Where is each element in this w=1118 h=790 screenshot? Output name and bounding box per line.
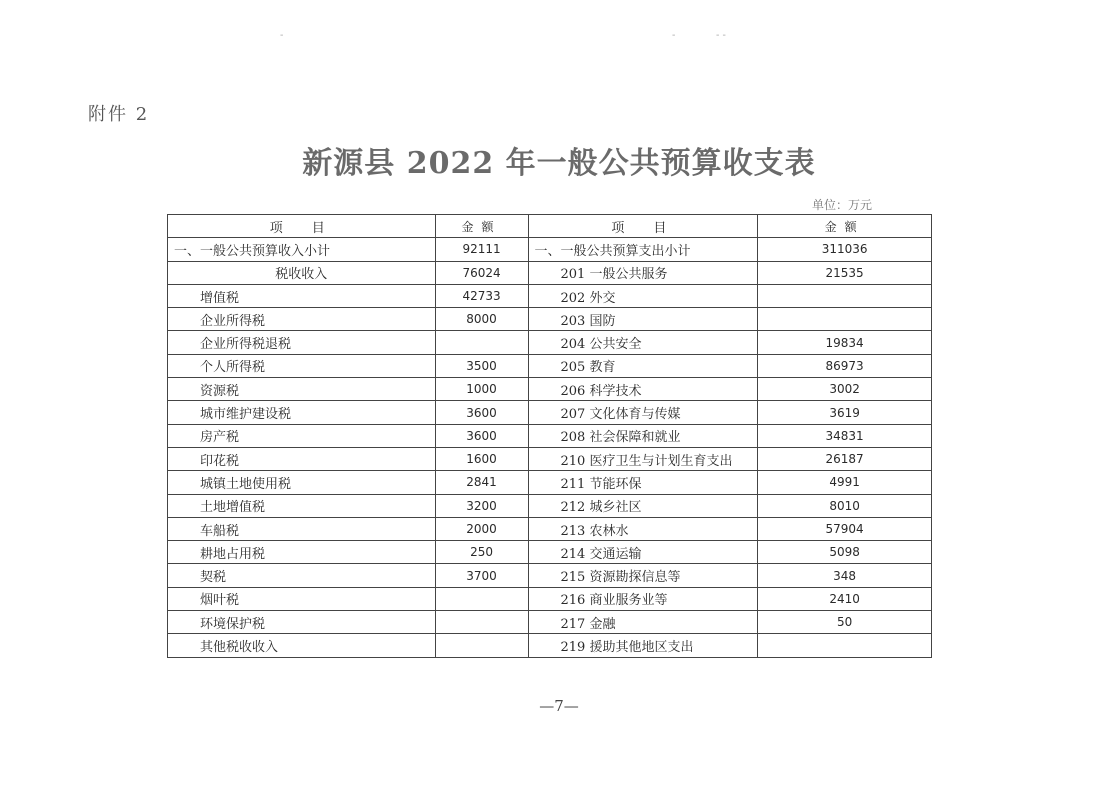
income-amount-cell: 1000 (435, 378, 528, 401)
income-item-cell: 企业所得税退税 (168, 331, 436, 354)
expense-amount-cell (758, 634, 932, 657)
expense-amount-cell: 26187 (758, 447, 932, 470)
expense-amount-cell: 21535 (758, 261, 932, 284)
expense-amount-cell: 5098 (758, 541, 932, 564)
expense-item-cell: 215 资源勘探信息等 (528, 564, 758, 587)
income-amount-cell (435, 331, 528, 354)
column-header-expense-amount: 金额 (758, 215, 932, 238)
income-item-cell: 企业所得税 (168, 308, 436, 331)
income-item-cell: 烟叶税 (168, 587, 436, 610)
table-row (168, 424, 932, 447)
column-header-income-amount: 金额 (435, 215, 528, 238)
expense-item-cell: 212 城乡社区 (528, 494, 758, 517)
income-item-cell: 耕地占用税 (168, 541, 436, 564)
table-row (168, 261, 932, 284)
scan-speck: - - (716, 30, 726, 41)
expense-amount-cell (758, 308, 932, 331)
income-item-cell: 环境保护税 (168, 611, 436, 634)
table-row (168, 378, 932, 401)
scan-speck: - (672, 30, 676, 41)
expense-item-cell: 217 金融 (528, 611, 758, 634)
expense-amount-cell (758, 284, 932, 307)
expense-item-cell: 204 公共安全 (528, 331, 758, 354)
income-amount-cell (435, 611, 528, 634)
table-row (168, 611, 932, 634)
budget-table (167, 214, 932, 658)
income-item-cell: 房产税 (168, 424, 436, 447)
expense-item-cell: 216 商业服务业等 (528, 587, 758, 610)
income-amount-cell (435, 587, 528, 610)
table-row (168, 634, 932, 657)
scan-speck: - (280, 30, 284, 41)
table-row (168, 494, 932, 517)
page-title: 新源县 2022 年一般公共预算收支表 (302, 146, 816, 181)
income-item-cell: 个人所得税 (168, 354, 436, 377)
expense-item-cell: 203 国防 (528, 308, 758, 331)
income-amount-cell: 1600 (435, 447, 528, 470)
table-row (168, 284, 932, 307)
table-row (168, 517, 932, 540)
column-header-expense-item: 项 目 (528, 215, 758, 238)
income-item-cell: 城市维护建设税 (168, 401, 436, 424)
income-item-cell: 一、一般公共预算收入小计 (168, 238, 436, 261)
expense-item-cell: 219 援助其他地区支出 (528, 634, 758, 657)
expense-amount-cell: 8010 (758, 494, 932, 517)
income-amount-cell: 76024 (435, 261, 528, 284)
expense-amount-cell: 4991 (758, 471, 932, 494)
table-row (168, 331, 932, 354)
income-amount-cell: 3200 (435, 494, 528, 517)
income-item-cell: 城镇土地使用税 (168, 471, 436, 494)
income-item-cell: 资源税 (168, 378, 436, 401)
table-row (168, 447, 932, 470)
income-amount-cell: 8000 (435, 308, 528, 331)
income-item-cell: 印花税 (168, 447, 436, 470)
expense-amount-cell: 3619 (758, 401, 932, 424)
column-header-income-item: 项 目 (168, 215, 436, 238)
income-item-cell: 其他税收收入 (168, 634, 436, 657)
income-amount-cell: 250 (435, 541, 528, 564)
table-row (168, 401, 932, 424)
income-amount-cell: 2841 (435, 471, 528, 494)
expense-item-cell: 213 农林水 (528, 517, 758, 540)
expense-item-cell: 206 科学技术 (528, 378, 758, 401)
expense-item-cell: 207 文化体育与传媒 (528, 401, 758, 424)
expense-item-cell: 211 节能环保 (528, 471, 758, 494)
income-amount-cell: 42733 (435, 284, 528, 307)
table-row (168, 541, 932, 564)
expense-amount-cell: 86973 (758, 354, 932, 377)
income-amount-cell: 2000 (435, 517, 528, 540)
expense-amount-cell: 57904 (758, 517, 932, 540)
expense-amount-cell: 34831 (758, 424, 932, 447)
expense-amount-cell: 348 (758, 564, 932, 587)
income-item-cell: 契税 (168, 564, 436, 587)
expense-item-cell: 一、一般公共预算支出小计 (528, 238, 758, 261)
expense-item-cell: 210 医疗卫生与计划生育支出 (528, 447, 758, 470)
expense-item-cell: 202 外交 (528, 284, 758, 307)
table-row-total (168, 238, 932, 261)
income-amount-cell: 3600 (435, 424, 528, 447)
expense-amount-cell: 3002 (758, 378, 932, 401)
income-amount-cell: 92111 (435, 238, 528, 261)
income-item-cell: 车船税 (168, 517, 436, 540)
table-row (168, 308, 932, 331)
table-header-row (168, 215, 932, 238)
unit-label: 单位：万元 (812, 198, 873, 212)
table-row (168, 564, 932, 587)
income-amount-cell: 3700 (435, 564, 528, 587)
expense-amount-cell: 311036 (758, 238, 932, 261)
expense-item-cell: 208 社会保障和就业 (528, 424, 758, 447)
income-amount-cell: 3500 (435, 354, 528, 377)
table-body (168, 238, 932, 657)
expense-amount-cell: 2410 (758, 587, 932, 610)
expense-item-cell: 205 教育 (528, 354, 758, 377)
expense-amount-cell: 50 (758, 611, 932, 634)
table-row (168, 587, 932, 610)
income-item-cell: 增值税 (168, 284, 436, 307)
income-amount-cell (435, 634, 528, 657)
page-number: —7— (539, 697, 579, 715)
income-amount-cell: 3600 (435, 401, 528, 424)
income-item-cell: 税收收入 (168, 261, 436, 284)
expense-item-cell: 214 交通运输 (528, 541, 758, 564)
expense-amount-cell: 19834 (758, 331, 932, 354)
attachment-label: 附件 2 (88, 104, 150, 125)
table-row (168, 471, 932, 494)
table-row (168, 354, 932, 377)
income-item-cell: 土地增值税 (168, 494, 436, 517)
expense-item-cell: 201 一般公共服务 (528, 261, 758, 284)
